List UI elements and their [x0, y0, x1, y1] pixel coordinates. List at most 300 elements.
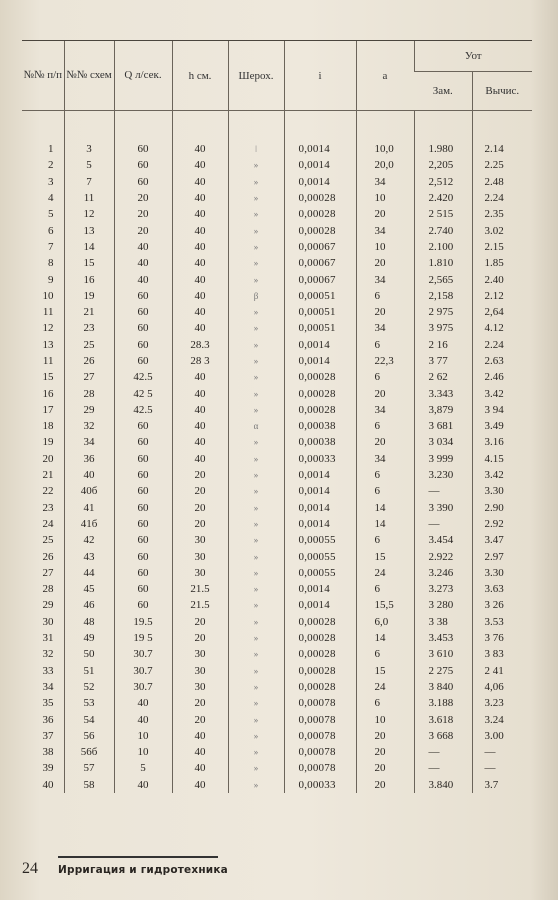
- y-calculated: 2.92: [472, 516, 532, 532]
- y-calculated: 3.23: [472, 695, 532, 711]
- table-row: [22, 174, 532, 190]
- q-value: 60: [114, 451, 172, 467]
- header-y-group: Уот: [414, 41, 532, 72]
- scheme-number: 51: [64, 663, 114, 679]
- table-row: [22, 271, 532, 287]
- roughness: »: [228, 304, 284, 320]
- roughness: »: [228, 239, 284, 255]
- q-value: 60: [114, 337, 172, 353]
- a-value: 6,0: [356, 614, 414, 630]
- header-row: [22, 41, 532, 72]
- i-value: 0,00067: [284, 271, 356, 287]
- data-table: [22, 40, 532, 793]
- i-value: 0,00078: [284, 695, 356, 711]
- roughness: »: [228, 777, 284, 793]
- a-value: 34: [356, 320, 414, 336]
- row-number: 6: [48, 224, 54, 237]
- row-number: 21: [42, 469, 54, 482]
- y-measured: 1.980: [414, 141, 472, 157]
- roughness: »: [228, 353, 284, 369]
- h-value: 20: [172, 500, 228, 516]
- q-value: 60: [114, 500, 172, 516]
- row-number: 7: [48, 240, 54, 253]
- a-value: 20: [356, 728, 414, 744]
- roughness: »: [228, 630, 284, 646]
- y-calculated: 4,06: [472, 679, 532, 695]
- y-measured: 3.273: [414, 581, 472, 597]
- scheme-number: 27: [64, 369, 114, 385]
- h-value: 40: [172, 174, 228, 190]
- q-value: 60: [114, 288, 172, 304]
- y-measured: 3 610: [414, 646, 472, 662]
- table-row: [22, 663, 532, 679]
- a-value: 34: [356, 222, 414, 238]
- q-value: 20: [114, 206, 172, 222]
- a-value: 14: [356, 500, 414, 516]
- roughness: »: [228, 565, 284, 581]
- row-number: 30: [42, 615, 54, 628]
- h-value: 20: [172, 483, 228, 499]
- i-value: 0,0014: [284, 597, 356, 613]
- y-measured: 2.420: [414, 190, 472, 206]
- a-value: 6: [356, 369, 414, 385]
- roughness: »: [228, 451, 284, 467]
- roughness: »: [228, 679, 284, 695]
- a-value: 10,0: [356, 141, 414, 157]
- h-value: 40: [172, 304, 228, 320]
- scheme-number: 19: [64, 288, 114, 304]
- i-value: 0,00028: [284, 679, 356, 695]
- roughness: »: [228, 711, 284, 727]
- a-value: 20: [356, 304, 414, 320]
- q-value: 40: [114, 271, 172, 287]
- table-row: [22, 222, 532, 238]
- q-value: 60: [114, 581, 172, 597]
- table-body: [22, 141, 532, 793]
- y-measured: 2 975: [414, 304, 472, 320]
- y-measured: —: [414, 516, 472, 532]
- q-value: 30.7: [114, 663, 172, 679]
- scheme-number: 36: [64, 451, 114, 467]
- row-number: 34: [42, 680, 54, 693]
- q-value: 30.7: [114, 679, 172, 695]
- row-number: 15: [42, 371, 54, 384]
- row-number: 26: [42, 550, 54, 563]
- row-number: 22: [42, 485, 54, 498]
- q-value: 60: [114, 353, 172, 369]
- scheme-number: 52: [64, 679, 114, 695]
- h-value: 40: [172, 744, 228, 760]
- i-value: 0,00051: [284, 288, 356, 304]
- a-value: 20: [356, 760, 414, 776]
- a-value: 20: [356, 434, 414, 450]
- roughness: »: [228, 271, 284, 287]
- table-row: [22, 711, 532, 727]
- scheme-number: 41б: [64, 516, 114, 532]
- scheme-number: 25: [64, 337, 114, 353]
- a-value: 6: [356, 532, 414, 548]
- scheme-number: 40: [64, 467, 114, 483]
- y-measured: 3 840: [414, 679, 472, 695]
- h-value: 30: [172, 565, 228, 581]
- scheme-number: 32: [64, 418, 114, 434]
- h-value: 40: [172, 141, 228, 157]
- row-number: 2: [48, 159, 54, 172]
- y-measured: 3 668: [414, 728, 472, 744]
- y-calculated: 2.24: [472, 190, 532, 206]
- q-value: 19.5: [114, 614, 172, 630]
- y-measured: 3 681: [414, 418, 472, 434]
- roughness: »: [228, 467, 284, 483]
- y-calculated: 2 41: [472, 663, 532, 679]
- i-value: 0,00038: [284, 434, 356, 450]
- row-number: 1: [48, 143, 54, 156]
- y-calculated: 2.25: [472, 157, 532, 173]
- q-value: 20: [114, 190, 172, 206]
- scheme-number: 53: [64, 695, 114, 711]
- roughness: »: [228, 663, 284, 679]
- h-value: 40: [172, 206, 228, 222]
- h-value: 40: [172, 190, 228, 206]
- y-calculated: 2.15: [472, 239, 532, 255]
- a-value: 14: [356, 630, 414, 646]
- a-value: 34: [356, 174, 414, 190]
- y-measured: 3.246: [414, 565, 472, 581]
- header-gap-row: [22, 111, 532, 142]
- roughness: »: [228, 500, 284, 516]
- y-measured: 3.188: [414, 695, 472, 711]
- scheme-number: 26: [64, 353, 114, 369]
- i-value: 0,0014: [284, 157, 356, 173]
- i-value: 0,0014: [284, 141, 356, 157]
- i-value: 0,00028: [284, 385, 356, 401]
- scheme-number: 29: [64, 402, 114, 418]
- scheme-number: 43: [64, 548, 114, 564]
- journal-title: Ирригация и гидротехника: [58, 864, 228, 876]
- a-value: 6: [356, 337, 414, 353]
- y-calculated: 2.46: [472, 369, 532, 385]
- y-measured: 3 999: [414, 451, 472, 467]
- table-row: [22, 239, 532, 255]
- y-calculated: 2.12: [472, 288, 532, 304]
- table-row: [22, 337, 532, 353]
- scheme-number: 16: [64, 271, 114, 287]
- a-value: 22,3: [356, 353, 414, 369]
- q-value: 60: [114, 532, 172, 548]
- header-num: №№ п/п: [22, 41, 64, 111]
- h-value: 40: [172, 320, 228, 336]
- scheme-number: 58: [64, 777, 114, 793]
- a-value: 24: [356, 679, 414, 695]
- table-row: [22, 760, 532, 776]
- header-scheme: №№ схем: [64, 41, 114, 111]
- table-row: [22, 777, 532, 793]
- y-measured: 3.454: [414, 532, 472, 548]
- a-value: 34: [356, 451, 414, 467]
- row-number: 23: [42, 501, 54, 514]
- i-value: 0,00038: [284, 418, 356, 434]
- i-value: 0,00051: [284, 320, 356, 336]
- table-row: [22, 141, 532, 157]
- h-value: 40: [172, 418, 228, 434]
- row-number: 40: [42, 778, 54, 791]
- y-calculated: 3.24: [472, 711, 532, 727]
- y-calculated: 2.14: [472, 141, 532, 157]
- roughness: »: [228, 174, 284, 190]
- table-row: [22, 728, 532, 744]
- h-value: 40: [172, 239, 228, 255]
- y-calculated: 3.47: [472, 532, 532, 548]
- header-q: Q л/сек.: [114, 41, 172, 111]
- scheme-number: 46: [64, 597, 114, 613]
- scheme-number: 48: [64, 614, 114, 630]
- y-calculated: 3.63: [472, 581, 532, 597]
- table-row: [22, 304, 532, 320]
- scheme-number: 13: [64, 222, 114, 238]
- header-i: i: [284, 41, 356, 111]
- i-value: 0,00028: [284, 614, 356, 630]
- a-value: 6: [356, 695, 414, 711]
- a-value: 6: [356, 467, 414, 483]
- row-number: 16: [42, 387, 54, 400]
- row-number: 20: [42, 452, 54, 465]
- y-measured: 3 77: [414, 353, 472, 369]
- i-value: 0,00028: [284, 630, 356, 646]
- scheme-number: 11: [64, 190, 114, 206]
- h-value: 20: [172, 711, 228, 727]
- q-value: 20: [114, 222, 172, 238]
- i-value: 0,0014: [284, 500, 356, 516]
- table-row: [22, 565, 532, 581]
- scheme-number: 44: [64, 565, 114, 581]
- i-value: 0,00028: [284, 190, 356, 206]
- i-value: 0,00067: [284, 239, 356, 255]
- h-value: 40: [172, 255, 228, 271]
- table-row: [22, 418, 532, 434]
- scheme-number: 49: [64, 630, 114, 646]
- y-calculated: 2.90: [472, 500, 532, 516]
- roughness: »: [228, 581, 284, 597]
- y-calculated: 3.42: [472, 385, 532, 401]
- y-measured: 2.922: [414, 548, 472, 564]
- y-measured: 2.100: [414, 239, 472, 255]
- row-number: 36: [42, 713, 54, 726]
- y-measured: 2,512: [414, 174, 472, 190]
- y-measured: 3 034: [414, 434, 472, 450]
- a-value: 6: [356, 288, 414, 304]
- q-value: 42.5: [114, 402, 172, 418]
- scheme-number: 12: [64, 206, 114, 222]
- y-measured: 2.740: [414, 222, 472, 238]
- h-value: 20: [172, 614, 228, 630]
- q-value: 42 5: [114, 385, 172, 401]
- y-calculated: 3.42: [472, 467, 532, 483]
- i-value: 0,00055: [284, 532, 356, 548]
- a-value: 34: [356, 402, 414, 418]
- row-number: 17: [42, 403, 54, 416]
- table-row: [22, 385, 532, 401]
- q-value: 60: [114, 516, 172, 532]
- y-measured: —: [414, 744, 472, 760]
- scheme-number: 56: [64, 728, 114, 744]
- h-value: 21.5: [172, 581, 228, 597]
- q-value: 40: [114, 777, 172, 793]
- y-calculated: 3.00: [472, 728, 532, 744]
- a-value: 6: [356, 646, 414, 662]
- row-number: 8: [48, 257, 54, 270]
- i-value: 0,00028: [284, 402, 356, 418]
- y-calculated: 2.35: [472, 206, 532, 222]
- y-measured: —: [414, 483, 472, 499]
- i-value: 0,00051: [284, 304, 356, 320]
- i-value: 0,00078: [284, 744, 356, 760]
- a-value: 20,0: [356, 157, 414, 173]
- scheme-number: 28: [64, 385, 114, 401]
- scheme-number: 54: [64, 711, 114, 727]
- scheme-number: 34: [64, 434, 114, 450]
- y-calculated: 3.53: [472, 614, 532, 630]
- y-measured: 2,158: [414, 288, 472, 304]
- table-row: [22, 532, 532, 548]
- table-row: [22, 451, 532, 467]
- a-value: 15: [356, 548, 414, 564]
- row-number: 12: [42, 322, 54, 335]
- roughness: »: [228, 320, 284, 336]
- i-value: 0,0014: [284, 174, 356, 190]
- q-value: 30.7: [114, 646, 172, 662]
- y-measured: 3.343: [414, 385, 472, 401]
- y-measured: 2 275: [414, 663, 472, 679]
- row-number: 37: [42, 729, 54, 742]
- h-value: 40: [172, 369, 228, 385]
- scheme-number: 5: [64, 157, 114, 173]
- table-row: [22, 353, 532, 369]
- row-number: 10: [42, 289, 54, 302]
- y-calculated: 2,64: [472, 304, 532, 320]
- table-row: [22, 597, 532, 613]
- q-value: 40: [114, 255, 172, 271]
- row-number: 11: [42, 306, 54, 319]
- roughness: »: [228, 190, 284, 206]
- h-value: 28.3: [172, 337, 228, 353]
- q-value: 19 5: [114, 630, 172, 646]
- scheme-number: 41: [64, 500, 114, 516]
- table-row: [22, 646, 532, 662]
- i-value: 0,00028: [284, 369, 356, 385]
- i-value: 0,00028: [284, 663, 356, 679]
- scheme-number: 23: [64, 320, 114, 336]
- y-calculated: 2.97: [472, 548, 532, 564]
- roughness: »: [228, 744, 284, 760]
- q-value: 60: [114, 467, 172, 483]
- table-row: [22, 630, 532, 646]
- table-row: [22, 190, 532, 206]
- y-calculated: 3.7: [472, 777, 532, 793]
- y-measured: 2,205: [414, 157, 472, 173]
- h-value: 40: [172, 271, 228, 287]
- roughness: »: [228, 532, 284, 548]
- roughness: »: [228, 548, 284, 564]
- h-value: 40: [172, 385, 228, 401]
- a-value: 6: [356, 483, 414, 499]
- h-value: 30: [172, 548, 228, 564]
- row-number: 25: [42, 534, 54, 547]
- a-value: 20: [356, 206, 414, 222]
- roughness: »: [228, 369, 284, 385]
- h-value: 30: [172, 679, 228, 695]
- y-calculated: 4.12: [472, 320, 532, 336]
- row-number: 11: [42, 355, 54, 367]
- a-value: 6: [356, 418, 414, 434]
- h-value: 20: [172, 695, 228, 711]
- y-calculated: 3 83: [472, 646, 532, 662]
- row-number: 13: [42, 338, 54, 351]
- roughness: »: [228, 402, 284, 418]
- q-value: 60: [114, 548, 172, 564]
- header-roughness: Шерох.: [228, 41, 284, 111]
- roughness: »: [228, 597, 284, 613]
- roughness: »: [228, 206, 284, 222]
- a-value: 15,5: [356, 597, 414, 613]
- i-value: 0,00055: [284, 565, 356, 581]
- row-number: 4: [48, 192, 54, 205]
- a-value: 15: [356, 663, 414, 679]
- row-number: 33: [42, 664, 54, 677]
- y-calculated: 4.15: [472, 451, 532, 467]
- y-measured: 2 16: [414, 337, 472, 353]
- scheme-number: 42: [64, 532, 114, 548]
- row-number: 19: [42, 436, 54, 449]
- h-value: 40: [172, 157, 228, 173]
- header-h: h см.: [172, 41, 228, 111]
- q-value: 60: [114, 418, 172, 434]
- footer-rule: [58, 856, 218, 858]
- q-value: 40: [114, 239, 172, 255]
- q-value: 60: [114, 320, 172, 336]
- y-calculated: 3.30: [472, 565, 532, 581]
- h-value: 28 3: [172, 353, 228, 369]
- i-value: 0,0014: [284, 483, 356, 499]
- y-calculated: 3.16: [472, 434, 532, 450]
- row-number: 39: [42, 762, 54, 775]
- a-value: 20: [356, 385, 414, 401]
- table-row: [22, 402, 532, 418]
- row-number: 18: [42, 420, 54, 433]
- scheme-number: 15: [64, 255, 114, 271]
- row-number: 38: [42, 746, 54, 759]
- q-value: 60: [114, 157, 172, 173]
- table-row: [22, 548, 532, 564]
- i-value: 0,00078: [284, 760, 356, 776]
- roughness: »: [228, 695, 284, 711]
- h-value: 40: [172, 222, 228, 238]
- roughness: β: [228, 288, 284, 304]
- row-number: 35: [42, 697, 54, 710]
- y-calculated: 2.24: [472, 337, 532, 353]
- y-measured: —: [414, 760, 472, 776]
- row-number: 5: [48, 208, 54, 221]
- y-calculated: —: [472, 744, 532, 760]
- table-row: [22, 434, 532, 450]
- scheme-number: 57: [64, 760, 114, 776]
- q-value: 60: [114, 565, 172, 581]
- h-value: 40: [172, 288, 228, 304]
- row-number: 28: [42, 583, 54, 596]
- i-value: 0,0014: [284, 581, 356, 597]
- y-calculated: 2.63: [472, 353, 532, 369]
- row-number: 24: [42, 517, 54, 530]
- h-value: 40: [172, 451, 228, 467]
